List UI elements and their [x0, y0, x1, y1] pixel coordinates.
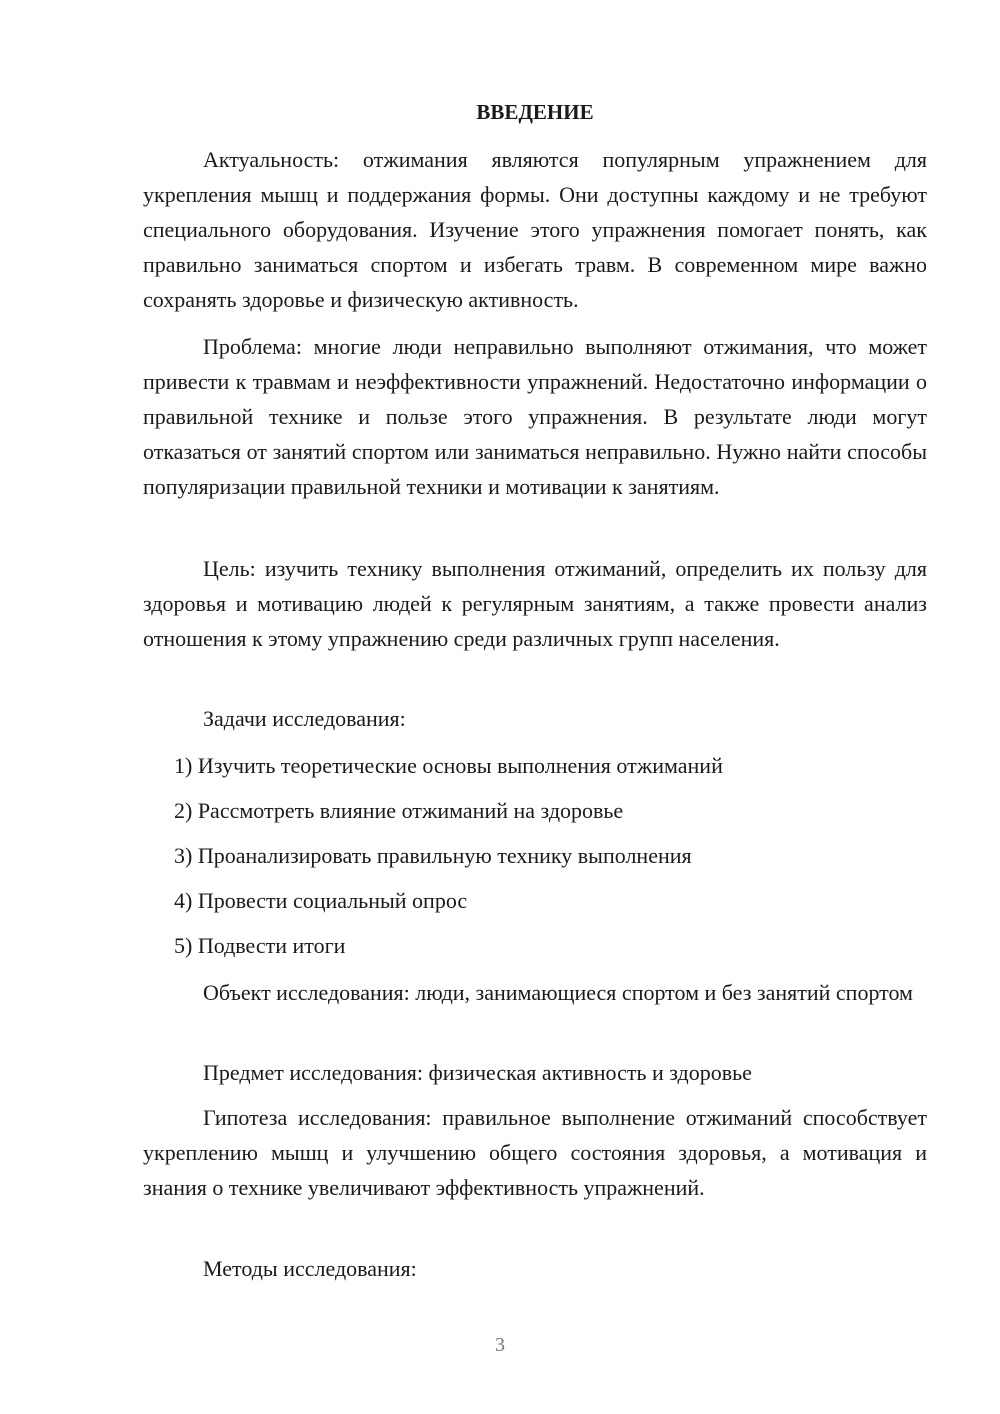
list-item: 3) Проанализировать правильную технику выполнения	[174, 843, 692, 868]
list-item: 2) Рассмотреть влияние отжиманий на здоровье	[174, 798, 624, 823]
list-item: 1) Изучить теоретические основы выполнения отжиманий	[174, 753, 723, 778]
section-heading: ВВЕДЕНИЕ	[476, 100, 594, 124]
paragraph-methods-title: Методы исследования:	[203, 1256, 417, 1281]
paragraph-hypothesis: Гипотеза исследования: правильное выполнение отжиманий способствует укреплению мышц и улучшению общего состояния здоровья, а мотивация и знания о технике увеличивают эффективность упражнений.	[143, 1105, 927, 1200]
page-number: 3	[495, 1334, 505, 1356]
paragraph-tasks-title: Задачи исследования:	[203, 706, 406, 731]
paragraph-relevance: Актуальность: отжимания являются популярным упражнением для укрепления мышц и поддержания формы. Они доступны каждому и не требуют специального оборудования. Изучение этого упражнения помогает понять, как правильно заниматься спортом и избегать травм. В современном мире важно сохранять здоровье и физическую активность.	[143, 147, 927, 312]
paragraph-problem: Проблема: многие люди неправильно выполняют отжимания, что может привести к травмам и неэффективности упражнений. Недостаточно информации о правильной технике и пользе этого упражнения. В результате люди могут отказаться от занятий спортом или заниматься неправильно. Нужно найти способы популяризации правильной техники и мотивации к занятиям.	[143, 334, 927, 499]
paragraph-subject: Предмет исследования: физическая активность и здоровье	[203, 1060, 752, 1085]
list-item: 4) Провести социальный опрос	[174, 888, 468, 913]
paragraph-goal: Цель: изучить технику выполнения отжиманий, определить их пользу для здоровья и мотивацию людей к регулярным занятиям, а также провести анализ отношения к этому упражнению среди различных групп населения.	[143, 556, 927, 651]
list-item: 5) Подвести итоги	[174, 933, 346, 958]
paragraph-object: Объект исследования: люди, занимающиеся спортом и без занятий спортом	[203, 980, 913, 1005]
